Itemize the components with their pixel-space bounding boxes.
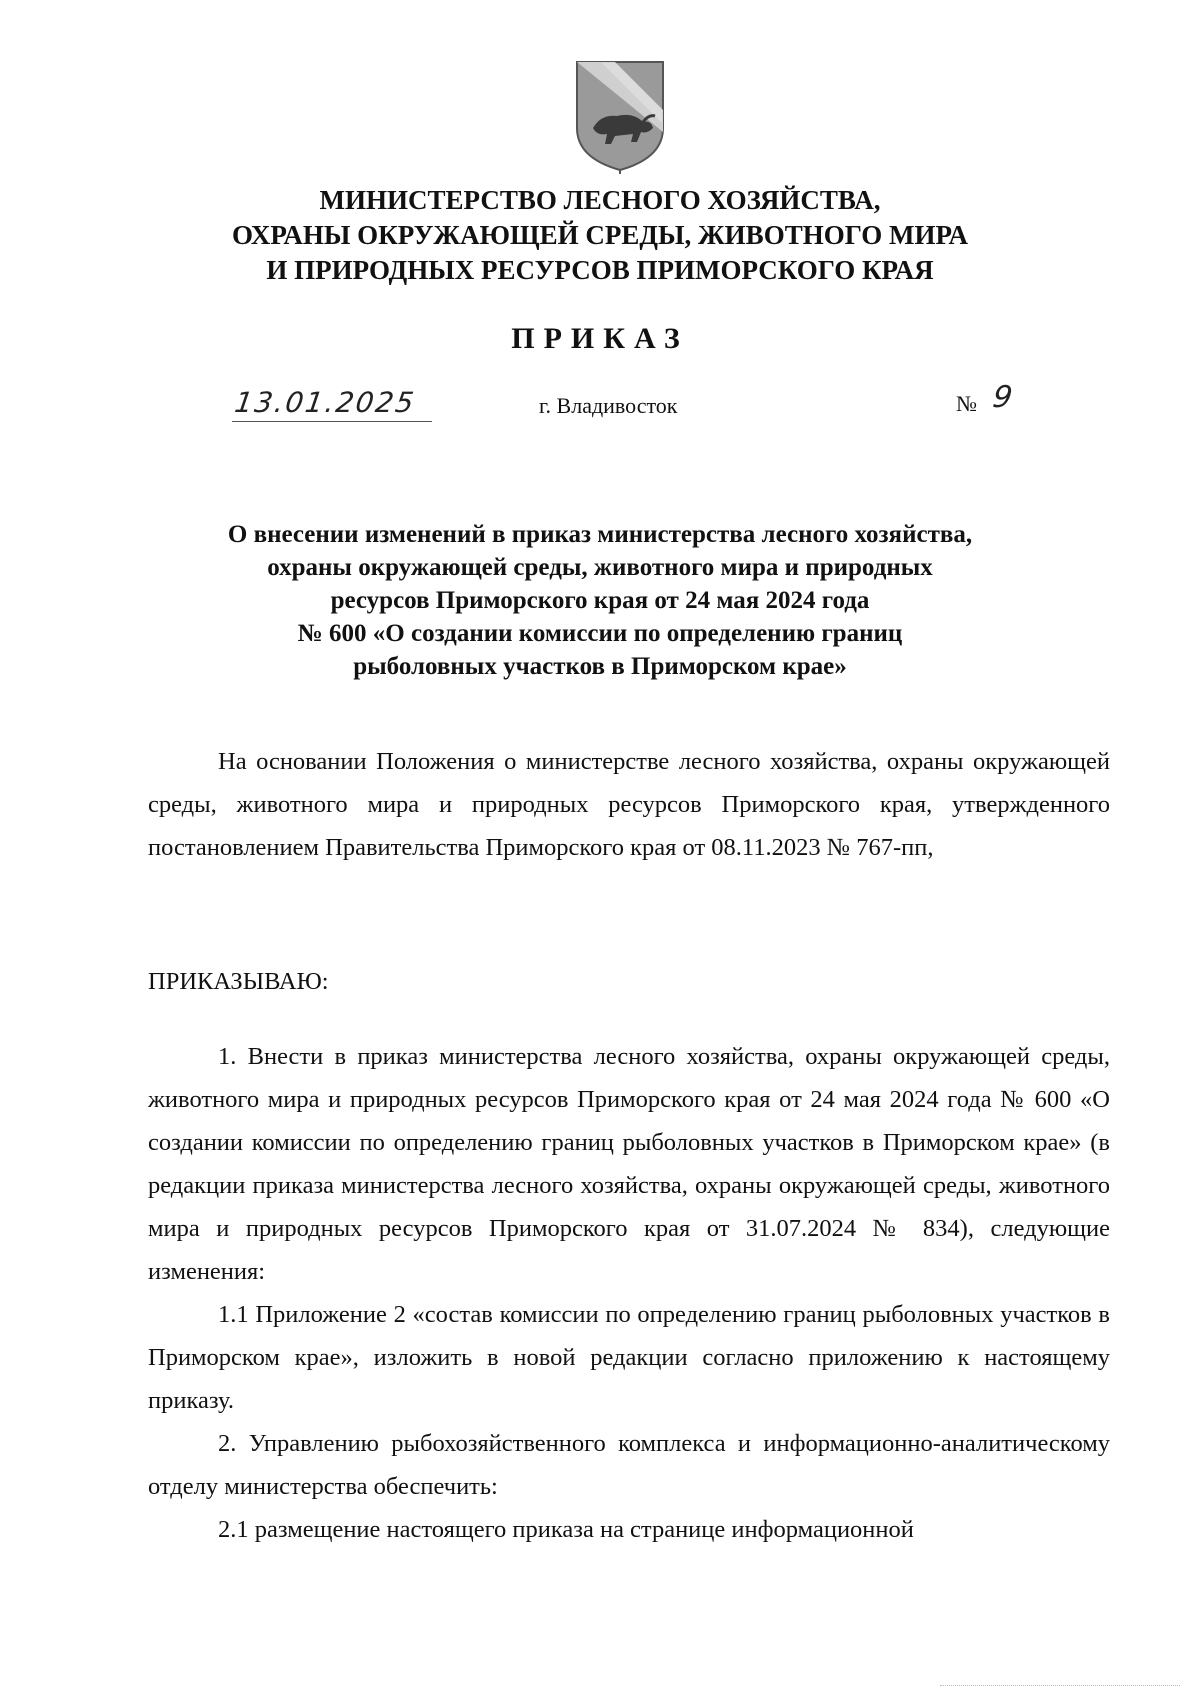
scan-artifact — [940, 1685, 1180, 1686]
order-item: 2. Управлению рыбохозяйственного комплекса и информационно-аналитическому отделу министерства обеспечить: — [148, 1430, 1110, 1500]
basis-paragraph: На основании Положения о министерстве лесного хозяйства, охраны окружающей среды, животного мира и природных ресурсов Приморского края, утвержденного постановлением Правительства Приморского края от 08.11.2023 № 767-пп, — [148, 748, 1110, 861]
subject-line: О внесении изменений в приказ министерства лесного хозяйства, — [227, 521, 973, 548]
subject-line: рыболовных участков в Приморском крае» — [353, 653, 847, 680]
handwritten-number: 9 — [990, 380, 1015, 415]
date-underline — [232, 421, 432, 422]
number-label: № — [956, 391, 977, 416]
handwritten-date: 13.01.2025 — [232, 386, 418, 419]
order-item: 1.1 Приложение 2 «состав комиссии по определению границ рыболовных участков в Приморском крае», изложить в новой редакции согласно приложению к настоящему приказу. — [148, 1301, 1110, 1414]
document-type-heading: ПРИКАЗ — [511, 322, 689, 355]
ministry-title-line: ОХРАНЫ ОКРУЖАЮЩЕЙ СРЕДЫ, ЖИВОТНОГО МИРА — [231, 220, 968, 250]
subject-line: охраны окружающей среды, животного мира и природных — [267, 554, 933, 581]
city-label: г. Владивосток — [539, 393, 678, 418]
order-item: 1. Внести в приказ министерства лесного хозяйства, охраны окружающей среды, животного мира и природных ресурсов Приморского края от 24 мая 2024 года № 600 «О создании комиссии по определению границ рыболовных участков в Приморском крае» (в редакции приказа министерства лесного хозяйства, охраны окружающей среды, животного мира и природных ресурсов Приморского края от 31.07.2024 № 834), следующие изменения: — [148, 1043, 1110, 1285]
ministry-title — [150, 183, 1050, 288]
subject-line: № 600 «О создании комиссии по определению границ — [297, 620, 903, 647]
order-item: 2.1 размещение настоящего приказа на странице информационной — [218, 1516, 914, 1543]
basis-block — [148, 740, 1110, 869]
subject-line: ресурсов Приморского края от 24 мая 2024 года — [330, 587, 870, 614]
order-word: ПРИКАЗЫВАЮ: — [148, 968, 329, 995]
document-subject — [160, 518, 1040, 683]
coat-of-arms-icon — [571, 58, 669, 174]
ministry-title-line: И ПРИРОДНЫХ РЕСУРСОВ ПРИМОРСКОГО КРАЯ — [266, 255, 934, 285]
ministry-title-line: МИНИСТЕРСТВО ЛЕСНОГО ХОЗЯЙСТВА, — [319, 185, 881, 215]
order-word-block — [148, 960, 1110, 1003]
order-items — [148, 1035, 1110, 1551]
